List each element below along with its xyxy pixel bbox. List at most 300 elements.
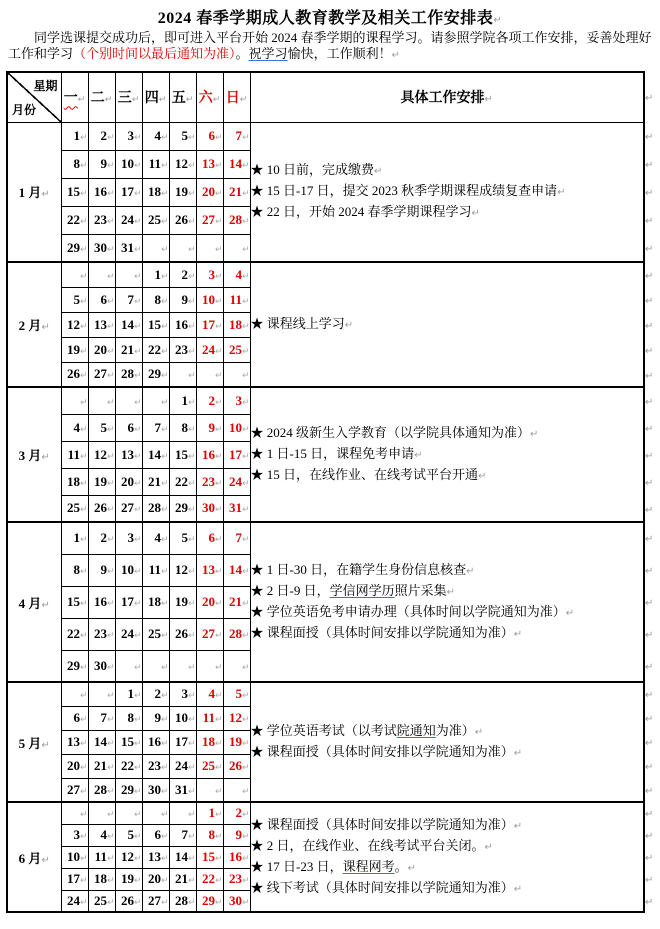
date-cell	[169, 414, 196, 441]
paragraph-mark: ↵	[160, 662, 169, 673]
date-number: 8	[73, 156, 80, 171]
row-end-gutter	[644, 868, 658, 890]
paragraph-mark: ↵	[241, 763, 250, 773]
date-number: 4	[235, 266, 242, 282]
paragraph-mark: ↵	[241, 810, 250, 821]
paragraph-mark: ↵	[133, 832, 142, 842]
date-cell	[169, 262, 196, 287]
date-number: 27	[201, 626, 215, 641]
paragraph-mark: ↵	[79, 763, 88, 773]
paragraph-mark: ↵	[645, 566, 654, 577]
date-number: 8	[208, 827, 215, 842]
date-number: 27	[66, 781, 80, 797]
paragraph-mark: ↵	[214, 832, 223, 842]
paragraph-mark: ↵	[106, 832, 115, 842]
task-item	[251, 878, 644, 899]
paragraph-mark: ↵	[106, 161, 115, 171]
weekday-header	[61, 72, 88, 122]
date-cell	[196, 824, 223, 846]
paragraph-mark: ↵	[241, 631, 250, 641]
date-number: 26	[93, 500, 107, 516]
paragraph-mark: ↵	[187, 739, 196, 749]
inline-link[interactable]: 课程网考	[342, 859, 395, 874]
date-cell	[142, 150, 169, 178]
date-number: 3	[235, 392, 242, 408]
task-item	[251, 202, 644, 223]
paragraph-mark: ↵	[214, 567, 223, 577]
paragraph-mark: ↵	[214, 631, 223, 641]
paragraph-mark: ↵	[160, 786, 169, 797]
date-number: 30	[147, 781, 161, 797]
weekday-label: 二	[90, 91, 105, 107]
task-text: ★ 15 日-17 日，提交 2023 秋季学期课程成绩复查申请	[250, 183, 558, 199]
paragraph-mark: ↵	[645, 831, 654, 842]
task-item	[251, 560, 644, 581]
paragraph-mark: ↵	[79, 371, 88, 382]
row-end-gutter	[644, 262, 658, 287]
date-number: 30	[201, 500, 215, 516]
date-number: 15	[201, 849, 215, 864]
work-cell	[250, 122, 644, 262]
paragraph-mark: ↵	[160, 739, 169, 749]
date-cell	[169, 706, 196, 730]
paragraph-mark: ↵	[79, 854, 88, 864]
empty-date-cell	[169, 362, 196, 387]
paragraph-mark: ↵	[106, 535, 115, 546]
date-number: 9	[100, 562, 107, 577]
weekday-header	[142, 72, 169, 122]
date-cell	[196, 414, 223, 441]
date-cell	[61, 846, 88, 868]
row-end-gutter	[644, 122, 658, 150]
date-number: 17	[174, 734, 188, 749]
date-cell	[223, 414, 250, 441]
paragraph-mark: ↵	[484, 94, 493, 106]
paragraph-mark: ↵	[133, 876, 142, 886]
task-item	[251, 181, 644, 202]
paragraph-mark: ↵	[187, 691, 196, 702]
date-number: 12	[228, 710, 242, 725]
date-cell	[196, 846, 223, 868]
task-item	[251, 623, 644, 644]
paragraph-mark: ↵	[79, 133, 88, 143]
date-number: 12	[66, 316, 80, 332]
paragraph-mark: ↵	[160, 832, 169, 842]
paragraph-mark: ↵	[160, 715, 169, 725]
date-cell	[88, 824, 115, 846]
weekday-header-row	[7, 72, 658, 122]
task-text: ★ 2024 级新生入学教育（以学院具体通知为准）	[250, 425, 531, 440]
date-number: 20	[66, 758, 80, 773]
row-end-gutter	[644, 468, 658, 495]
date-number: 26	[174, 626, 188, 641]
date-number: 18	[147, 594, 161, 609]
paragraph-mark: ↵	[513, 629, 523, 640]
date-number: 18	[66, 473, 80, 489]
date-number: 28	[228, 212, 242, 227]
weekday-label: 一	[63, 91, 78, 107]
paragraph-mark: ↵	[645, 504, 654, 516]
date-cell	[142, 778, 169, 802]
date-cell	[223, 868, 250, 890]
task-text: ★ 学位英语免考申请办理（具体时间以学院通知为准）	[250, 604, 566, 619]
date-number: 19	[174, 594, 188, 609]
paragraph-mark: ↵	[187, 599, 196, 609]
date-number: 11	[148, 156, 161, 171]
date-number: 16	[174, 316, 188, 332]
paragraph-mark: ↵	[214, 161, 223, 171]
date-number: 11	[67, 446, 80, 462]
paragraph-mark: ↵	[241, 451, 250, 462]
paragraph-mark: ↵	[160, 535, 169, 546]
date-number: 15	[174, 446, 188, 462]
work-header	[250, 72, 644, 122]
empty-date-cell	[142, 802, 169, 824]
date-number: 23	[93, 212, 107, 227]
task-text: ★ 1 日-30 日，在籍学生身份信息核查	[250, 562, 467, 577]
date-number: 9	[181, 291, 188, 307]
date-number: 10	[174, 710, 188, 725]
paragraph-mark: ↵	[241, 346, 250, 357]
task-text: 照片采集	[394, 583, 447, 598]
date-number: 31	[120, 239, 134, 255]
work-cell	[250, 387, 644, 522]
row-end-gutter	[644, 206, 658, 234]
paragraph-mark: ↵	[133, 189, 142, 199]
date-number: 10	[120, 156, 134, 171]
date-cell	[223, 178, 250, 206]
weekday-header	[196, 72, 223, 122]
paragraph-mark: ↵	[214, 217, 223, 227]
date-cell	[196, 122, 223, 150]
paragraph-mark: ↵	[241, 478, 250, 489]
empty-date-cell	[223, 650, 250, 682]
paragraph-mark: ↵	[241, 691, 250, 702]
date-number: 9	[208, 419, 215, 435]
month-label: 2 月	[18, 318, 42, 333]
paragraph-mark: ↵	[241, 161, 250, 171]
paragraph-mark: ↵	[160, 321, 169, 332]
paragraph-mark: ↵	[214, 371, 223, 382]
paragraph-mark: ↵	[106, 244, 115, 255]
paragraph-mark: ↵	[241, 505, 250, 516]
date-number: 14	[174, 849, 188, 864]
date-cell	[115, 468, 142, 495]
paragraph-mark: ↵	[79, 296, 88, 307]
paragraph-mark: ↵	[106, 217, 115, 227]
date-cell	[142, 312, 169, 337]
date-cell	[88, 618, 115, 650]
corner-cell	[7, 72, 61, 122]
date-cell	[142, 362, 169, 387]
date-number: 11	[94, 849, 107, 864]
intro-text: 同学选课提交成功后，即可进入平台开始 2024 春季学期的课程学习。请参照学院各项工作安排，妥善处理好工作和学习	[8, 30, 652, 61]
date-number: 15	[147, 316, 161, 332]
row-end-gutter	[644, 650, 658, 682]
paragraph-mark: ↵	[645, 809, 654, 820]
paragraph-mark: ↵	[214, 271, 223, 282]
paragraph-mark: ↵	[133, 691, 142, 702]
paragraph-mark: ↵	[241, 321, 250, 332]
date-cell	[61, 778, 88, 802]
paragraph-mark: ↵	[160, 876, 169, 886]
task-text: ★ 线下考试（具体时间安排以学院通知为准）	[250, 880, 514, 895]
date-cell	[115, 337, 142, 362]
paragraph-mark: ↵	[645, 786, 654, 797]
paragraph-mark: ↵	[466, 566, 475, 577]
date-number: 3	[73, 827, 80, 842]
paragraph-mark: ↵	[414, 450, 423, 461]
month-label: 3 月	[18, 448, 42, 463]
paragraph-mark: ↵	[106, 424, 115, 435]
date-number: 9	[100, 156, 107, 171]
date-cell	[142, 468, 169, 495]
paragraph-mark: ↵	[214, 133, 223, 143]
date-number: 31	[174, 781, 188, 797]
row-end-gutter	[644, 178, 658, 206]
date-cell	[223, 150, 250, 178]
date-cell	[169, 178, 196, 206]
date-cell	[223, 586, 250, 618]
paragraph-mark: ↵	[79, 424, 88, 435]
date-cell	[88, 868, 115, 890]
date-number: 15	[66, 184, 80, 199]
date-cell	[115, 414, 142, 441]
date-cell	[223, 312, 250, 337]
row-end-gutter	[644, 846, 658, 868]
paragraph-mark: ↵	[106, 321, 115, 332]
date-number: 8	[73, 562, 80, 577]
date-cell	[223, 387, 250, 414]
date-number: 10	[228, 419, 242, 435]
date-cell	[61, 754, 88, 778]
date-number: 24	[120, 212, 134, 227]
paragraph-mark: ↵	[79, 810, 88, 821]
row-end-gutter	[644, 890, 658, 912]
row-end-gutter	[644, 234, 658, 262]
date-number: 20	[120, 473, 134, 489]
paragraph-mark: ↵	[645, 396, 654, 408]
date-cell	[142, 868, 169, 890]
paragraph-mark: ↵	[106, 567, 115, 577]
date-cell	[196, 802, 223, 824]
paragraph-mark: ↵	[133, 271, 142, 282]
date-cell	[88, 706, 115, 730]
paragraph-mark: ↵	[160, 763, 169, 773]
paragraph-mark: ↵	[214, 739, 223, 749]
empty-date-cell	[88, 387, 115, 414]
paragraph-mark: ↵	[160, 217, 169, 227]
paragraph-mark: ↵	[241, 244, 250, 255]
date-number: 17	[201, 316, 215, 332]
paragraph-mark: ↵	[133, 217, 142, 227]
date-number: 22	[201, 871, 215, 886]
paragraph-mark: ↵	[214, 321, 223, 332]
row-end-gutter	[644, 441, 658, 468]
date-number: 6	[100, 291, 107, 307]
paragraph-mark: ↵	[160, 478, 169, 489]
date-number: 27	[147, 892, 161, 908]
paragraph-mark: ↵	[187, 321, 196, 332]
date-cell	[223, 495, 250, 522]
date-cell	[61, 234, 88, 262]
document-page	[0, 5, 660, 929]
date-number: 4	[208, 686, 215, 702]
date-number: 11	[148, 562, 161, 577]
date-number: 7	[100, 710, 107, 725]
date-number: 1	[127, 686, 134, 702]
date-number: 7	[127, 291, 134, 307]
date-number: 21	[93, 758, 107, 773]
date-number: 27	[201, 212, 215, 227]
paragraph-mark: ↵	[212, 95, 221, 106]
paragraph-mark: ↵	[645, 93, 654, 104]
date-number: 3	[181, 686, 188, 702]
date-cell	[196, 730, 223, 754]
date-cell	[115, 730, 142, 754]
paragraph-mark: ↵	[241, 189, 250, 199]
paragraph-mark: ↵	[241, 897, 250, 908]
paragraph-mark: ↵	[645, 762, 654, 773]
date-cell	[142, 522, 169, 554]
paragraph-mark: ↵	[214, 810, 223, 821]
date-number: 5	[181, 128, 188, 143]
paragraph-mark: ↵	[474, 727, 484, 738]
paragraph-mark: ↵	[79, 321, 88, 332]
paragraph-mark: ↵	[214, 478, 223, 489]
month-label-cell	[7, 682, 61, 802]
date-number: 10	[66, 849, 80, 864]
paragraph-mark: ↵	[160, 631, 169, 641]
paragraph-mark: ↵	[79, 271, 88, 282]
week-row	[7, 262, 658, 287]
paragraph-mark: ↵	[187, 786, 196, 797]
date-cell	[61, 337, 88, 362]
paragraph-mark: ↵	[645, 160, 654, 171]
paragraph-mark: ↵	[565, 608, 575, 619]
date-number: 26	[120, 892, 134, 908]
paragraph-mark: ↵	[133, 346, 142, 357]
paragraph-mark: ↵	[530, 429, 539, 440]
date-number: 5	[73, 291, 80, 307]
paragraph-mark: ↵	[241, 876, 250, 886]
work-cell	[250, 802, 644, 912]
paragraph-mark: ↵	[645, 875, 654, 886]
date-cell	[88, 754, 115, 778]
paragraph-mark: ↵	[187, 161, 196, 171]
paragraph-mark: ↵	[133, 244, 142, 255]
task-item	[251, 815, 644, 836]
date-cell	[61, 495, 88, 522]
date-number: 13	[93, 316, 107, 332]
paragraph-mark: ↵	[106, 854, 115, 864]
paragraph-mark: ↵	[484, 842, 493, 853]
task-text: ★ 17 日-23 日，	[250, 859, 343, 874]
date-number: 8	[154, 291, 161, 307]
date-cell	[88, 178, 115, 206]
date-number: 17	[66, 871, 80, 886]
date-number: 15	[120, 734, 134, 749]
date-cell	[61, 868, 88, 890]
paragraph-mark: ↵	[645, 477, 654, 489]
inline-link[interactable]: 学信网学历	[329, 583, 395, 598]
date-cell	[223, 890, 250, 912]
date-number: 16	[93, 184, 107, 199]
weekday-label: 日	[225, 91, 240, 107]
date-number: 24	[228, 473, 242, 489]
empty-date-cell	[196, 362, 223, 387]
date-cell	[115, 362, 142, 387]
date-number: 1	[181, 392, 188, 408]
date-cell	[115, 312, 142, 337]
paragraph-mark: ↵	[79, 631, 88, 641]
date-cell	[61, 650, 88, 682]
date-cell	[196, 495, 223, 522]
paragraph-mark: ↵	[133, 296, 142, 307]
date-number: 8	[181, 419, 188, 435]
date-number: 25	[201, 758, 215, 773]
weekday-label: 三	[117, 91, 132, 107]
date-cell	[115, 554, 142, 586]
corner-month-label: 月份	[12, 102, 37, 117]
date-number: 19	[66, 341, 80, 357]
date-cell	[142, 890, 169, 912]
date-number: 2	[100, 128, 107, 143]
date-cell	[142, 682, 169, 706]
paragraph-mark: ↵	[160, 397, 169, 408]
paragraph-mark: ↵	[160, 244, 169, 255]
date-number: 14	[93, 734, 107, 749]
date-cell	[115, 122, 142, 150]
paragraph-mark: ↵	[160, 161, 169, 171]
date-cell	[169, 554, 196, 586]
date-number: 18	[93, 871, 107, 886]
date-number: 12	[120, 849, 134, 864]
paragraph-mark: ↵	[557, 187, 566, 199]
row-end-gutter	[644, 72, 658, 122]
date-number: 11	[229, 291, 242, 307]
paragraph-mark: ↵	[493, 15, 503, 26]
date-cell	[61, 730, 88, 754]
date-number: 19	[228, 734, 242, 749]
date-number: 16	[228, 849, 242, 864]
date-cell	[196, 312, 223, 337]
date-number: 29	[66, 657, 80, 673]
work-header-label: 具体工作安排	[400, 91, 485, 107]
empty-date-cell	[142, 234, 169, 262]
date-number: 24	[201, 341, 215, 357]
paragraph-mark: ↵	[214, 876, 223, 886]
date-cell	[115, 618, 142, 650]
task-text: ★ 22 日，开始 2024 春季学期课程学习	[250, 204, 472, 220]
date-cell	[169, 495, 196, 522]
paragraph-mark: ↵	[79, 876, 88, 886]
date-cell	[61, 522, 88, 554]
date-cell	[169, 618, 196, 650]
work-cell	[250, 522, 644, 682]
row-end-gutter	[644, 706, 658, 730]
paragraph-mark: ↵	[645, 423, 654, 435]
paragraph-mark: ↵	[185, 95, 194, 106]
row-end-gutter	[644, 618, 658, 650]
date-number: 2	[100, 530, 107, 546]
paragraph-mark: ↵	[106, 763, 115, 773]
date-number: 24	[66, 892, 80, 908]
paragraph-mark: ↵	[214, 397, 223, 408]
paragraph-mark: ↵	[187, 897, 196, 908]
inline-link[interactable]: 祝学习	[248, 46, 288, 61]
inline-link[interactable]: 院通知	[396, 723, 436, 738]
